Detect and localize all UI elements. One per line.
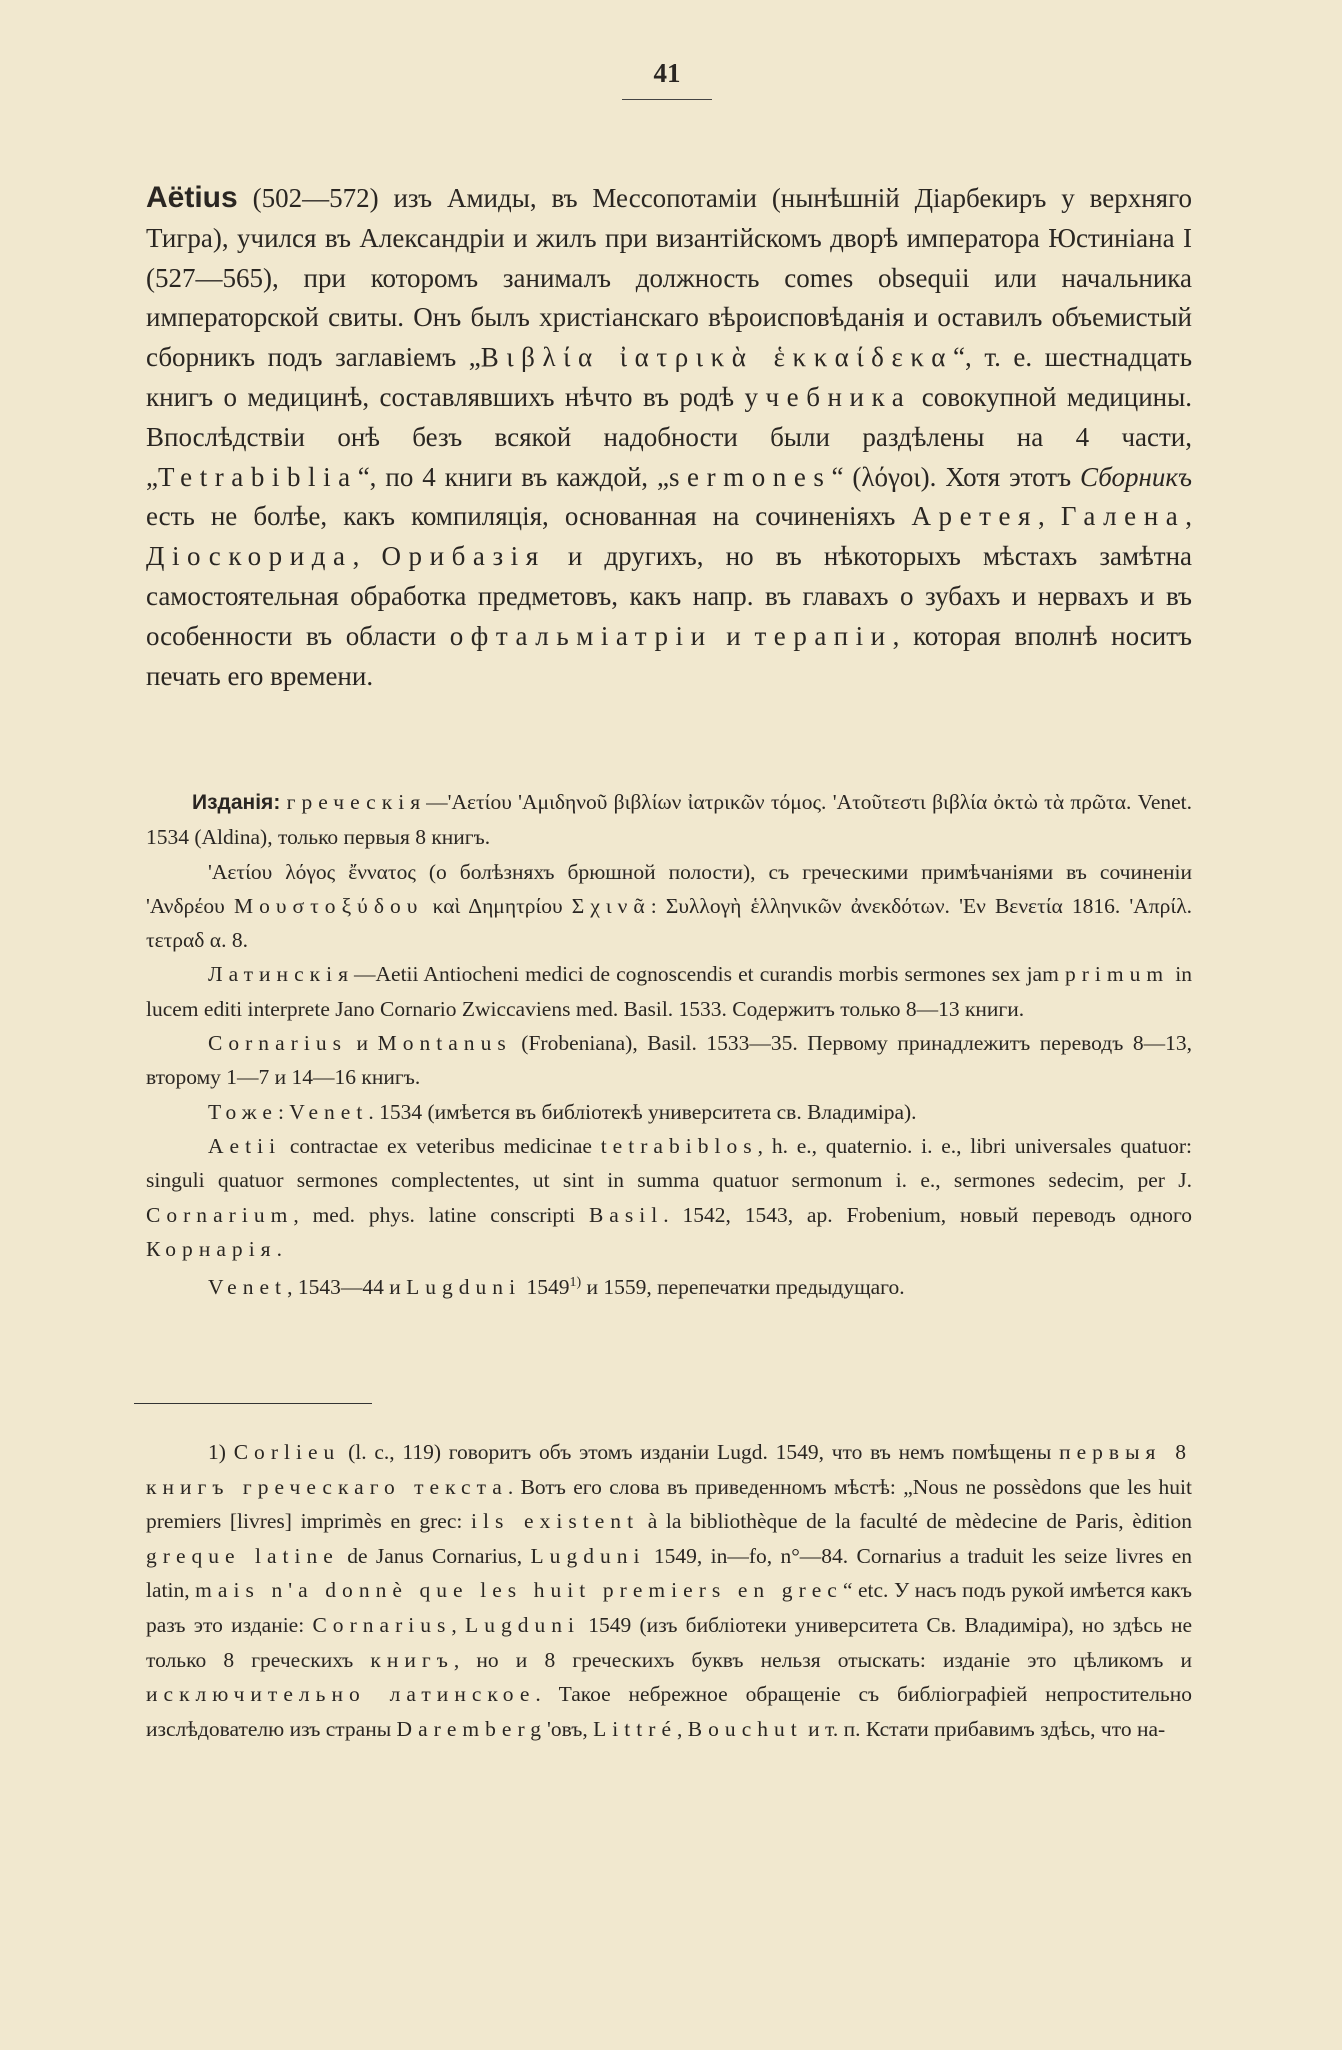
text-run: “ (λόγοι). Хотя этотъ [831, 461, 1081, 492]
footnote-mark: 1) [208, 1440, 226, 1464]
text-run: : Συλλογὴ ἑλληνικῶν ἀνεκδότων. 'Εν Βενετία 1816. 'Απρίλ. τετραδ α. 8. [146, 893, 1192, 953]
spaced-term: tetrabiblos [600, 1133, 758, 1158]
text-run: “, т. е. шестнадцать книгъ о медицинѣ, составлявшихъ нѣчто въ родѣ [146, 342, 1193, 412]
spaced-name: Littré [593, 1716, 678, 1741]
text-run: . Вотъ его слова въ приведенномъ мѣстѣ: „Nous ne possèdons que les huit premiers [livres] imprimès en grec: [146, 1474, 1192, 1534]
text-run: . 1542, 1543, ap. Frobenium, новый переводъ одного [663, 1202, 1193, 1227]
text-run: in lucem editi interprete Jano Cornario Zwiccaviens med. Basil. 1533. Содержитъ только 8—13 книги. [146, 962, 1192, 1021]
text-run: и [712, 620, 755, 651]
spaced-name: Montanus [377, 1031, 512, 1056]
text-run: (502—572) изъ Амиды, въ Мессопотаміи (нынѣшній Діарбекиръ у верхняго Тигра), учился въ Александріи и жилъ при византійскомъ дворѣ императора Юстиніана I (527—565), при которомъ занималъ должность comes obsequii или начальника императорской свиты. Онъ былъ христіанскаго вѣроисповѣданія и оставилъ объемистый сборникъ подъ заглавіемъ „ [146, 183, 1192, 373]
text-run: и другихъ, но въ нѣкоторыхъ мѣстахъ замѣтна самостоятельная обработка предметовъ, какъ напр. въ главахъ о зубахъ и нервахъ и въ особенности въ области [146, 541, 1192, 651]
main-paragraph [146, 178, 1192, 696]
text-run: : [277, 1099, 290, 1124]
text-run: 1549 (изъ библіотеки университета Св. Владиміра), но здѣсь не только 8 греческихъ [146, 1612, 1192, 1672]
text-run: , [352, 541, 382, 572]
editions-section [146, 785, 1192, 1305]
spaced-name: Орибазія [381, 541, 546, 572]
main-text [146, 178, 1192, 696]
spaced-name: Cornarium [146, 1202, 294, 1227]
footnote-ref: 1) [569, 1275, 582, 1291]
text-run: , [1038, 501, 1061, 532]
text-run: , но и 8 греческихъ буквъ нельзя отыскать: изданіе это цѣликомъ и [453, 1647, 1192, 1672]
spaced-name: Corlieu [233, 1440, 341, 1464]
text-run: à la bibliothèque de la faculté de mèdecine de Paris, èdition [639, 1509, 1193, 1534]
spaced-name: Venet [289, 1099, 369, 1124]
editions-venet [146, 1266, 1192, 1304]
text-run: , [677, 1716, 688, 1741]
text-run: καὶ Δημητρίου [423, 893, 572, 918]
spaced-term: sermones [668, 461, 832, 492]
spaced-name: Venet [208, 1275, 288, 1300]
editions-greek-2 [146, 855, 1192, 958]
spaced-name: Cornarius [208, 1031, 347, 1056]
spaced-name: Σχινᾶ [571, 893, 651, 918]
spaced-name: Діоскорида [146, 541, 353, 572]
greek-title: Βιβλία ἰατρικὰ ἑκκαίδεκα [480, 342, 953, 373]
text-run: , 1543—44 и [287, 1275, 407, 1300]
editions-label: Изданія: [192, 791, 281, 814]
footnote [146, 1435, 1192, 1746]
spaced-name: Basil [588, 1202, 664, 1227]
spaced-name: Lugduni [406, 1275, 522, 1300]
spaced-term: ils existent [471, 1509, 640, 1534]
editions-same [146, 1095, 1192, 1129]
text-run: de Janus Cornarius, [338, 1543, 531, 1568]
spaced-term: первыя 8 книгъ греческаго текста [146, 1440, 1193, 1499]
text-run: , [1185, 501, 1193, 532]
text-run: “ etc. У насъ подъ рукой имѣется какъ разъ это изданіе: [146, 1578, 1192, 1637]
spaced-name: Корнарія [146, 1236, 277, 1261]
spaced-name: Аретея [911, 501, 1038, 532]
spaced-name: Μουστοξύδου [233, 893, 424, 918]
text-run: и [346, 1031, 378, 1056]
text-run: и 1559, перепечатки предыдущаго. [581, 1275, 905, 1300]
spaced-term: greque latine [146, 1543, 339, 1568]
text-run: . 1534 (имѣется въ библіотекѣ университета св. Владиміра). [368, 1099, 917, 1124]
spaced-name: Bouchut [687, 1716, 803, 1741]
spaced-term: mais n'a donnè que les huit premiers en grec [195, 1578, 843, 1603]
text-run: , [451, 1612, 466, 1637]
text-run: 'Αετίου λόγος ἔννατος (о болѣзняхъ брюшной полости), съ греческими примѣчаніями въ сочиненіи 'Ανδρέου [146, 859, 1192, 918]
text-run: есть не болѣе, какъ компиляція, основанная на сочиненіяхъ [146, 501, 912, 532]
lead-name: Aëtius [146, 181, 238, 214]
spaced-term: учебника [744, 381, 912, 412]
text-run: (l. c., 119) говоритъ объ этомъ изданіи Lugd. 1549, что въ немъ помѣщены [340, 1440, 1060, 1464]
text-run: 'овъ, [547, 1716, 594, 1741]
spaced-term: офтальміатріи [449, 620, 713, 651]
text-run: , которая вполнѣ носитъ печать его времени. [146, 620, 1192, 691]
footnote-divider [134, 1403, 372, 1404]
text-run: 1549 [521, 1275, 570, 1300]
text-run: 1549, in—fo, n°—84. Cornarius a traduit les seize livres en latin, [146, 1543, 1192, 1603]
text-run: —'Αετίου 'Αμιδηνοῦ βιβλίων ἰατρικῶν τόμος. 'Ατοῦτεστι βιβλία ὀκτὼ τὰ πρῶτα. Venet. 1534 (Aldina), только первыя 8 книгъ. [146, 790, 1192, 850]
spaced-term: Tetrabiblia [157, 461, 358, 492]
spaced-name: Cornarius [312, 1612, 452, 1637]
spaced-name: Lugduni [530, 1543, 646, 1568]
page-number: 41 [622, 58, 712, 100]
editions-cornarius [146, 1026, 1192, 1095]
text-run: совокупной медицины. Впослѣдствіи онѣ безъ всякой надобности были раздѣлены на 4 части, „ [146, 381, 1192, 492]
text-run: . Такое небрежное обращеніе съ библіографіей непростительно изслѣдователю изъ страны [146, 1682, 1192, 1741]
text-run: и т. п. Кстати прибавимъ здѣсь, что на- [802, 1716, 1166, 1741]
spaced-name: Lugduni [465, 1612, 581, 1637]
spaced-term: греческія [286, 790, 427, 814]
text-run: —Aetii Antiocheni medici de cognoscendis et curandis morbis sermones sex jam [354, 962, 1065, 987]
editions-greek [146, 785, 1192, 855]
spaced-name: Aetii [208, 1133, 282, 1158]
spaced-term: Тоже [208, 1099, 278, 1124]
text-run: . [276, 1236, 282, 1261]
spaced-term: терапіи [754, 620, 893, 651]
spaced-name: Галена [1060, 501, 1186, 532]
spaced-term: primum [1064, 962, 1170, 987]
spaced-term: исключительно латинское [146, 1682, 536, 1707]
text-run: (Frobeniana), Basil. 1533—35. Первому принадлежитъ переводъ 8—13, второму 1—7 и 14—16 книгъ. [146, 1031, 1192, 1090]
editions-latin [146, 957, 1192, 1026]
text-run: , h. e., quaternio. i. e., libri universales quatuor: singuli quatuor sermones complectentes, ut sint in summa quatuor sermonum i. e., sermones sedecim, per J. [146, 1133, 1192, 1193]
text-run: contractae ex veteribus medicinae [281, 1133, 601, 1158]
text-run: “, по 4 книги въ каждой, „ [357, 461, 669, 492]
editions-tetrabiblos [146, 1129, 1192, 1266]
text-run: , med. phys. latine conscripti [293, 1202, 589, 1227]
spaced-term: книгъ [370, 1647, 454, 1672]
spaced-term: Латинскія [208, 962, 355, 987]
italic-term: Сборникъ [1080, 461, 1192, 492]
footnote-paragraph [146, 1435, 1192, 1746]
spaced-name: Daremberg [396, 1716, 548, 1741]
